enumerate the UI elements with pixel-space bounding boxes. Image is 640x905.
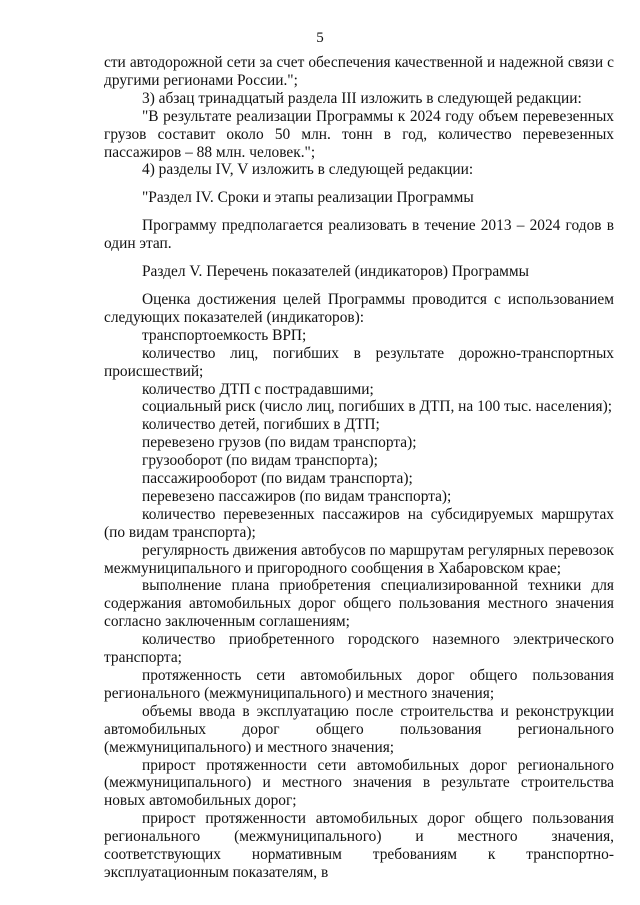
- paragraph-timeline: Программу предполагается реализовать в течение 2013 – 2024 годов в один этап.: [104, 217, 614, 253]
- paragraph-continuation: сти автодорожной сети за счет обеспечения качественной и надежной связи с другими регионами России.";: [104, 54, 614, 89]
- indicator-item: протяженность сети автомобильных дорог общего пользования регионального (межмуниципального) и местного значения;: [104, 667, 614, 702]
- indicator-item: количество лиц, погибших в результате дорожно-транспортных происшествий;: [104, 344, 614, 380]
- indicator-item: социальный риск (число лиц, погибших в ДТП, на 100 тыс. населения);: [142, 398, 613, 416]
- indicator-item: перевезено пассажиров (по видам транспорта);: [142, 487, 452, 505]
- indicator-item: грузооборот (по видам транспорта);: [142, 452, 378, 470]
- indicator-item: пассажирооборот (по видам транспорта);: [142, 470, 413, 488]
- document-body: [104, 54, 614, 882]
- paragraph-amendment-3: 3) абзац тринадцатый раздела III изложить в следующей редакции:: [142, 89, 582, 107]
- indicator-item: перевезено грузов (по видам транспорта);: [142, 434, 417, 452]
- indicator-item: количество ДТП с пострадавшими;: [142, 380, 374, 398]
- paragraph-quote-results: "В результате реализации Программы к 2024 году объем перевезенных грузов составит около 50 млн. тонн в год, количество перевезенных пассажиров – 88 млн. человек.";: [104, 107, 614, 161]
- indicator-item: количество приобретенного городского наземного электрического транспорта;: [104, 631, 614, 667]
- page-number: 5: [316, 30, 324, 46]
- indicator-item: количество перевезенных пассажиров на субсидируемых маршрутах (по видам транспорта);: [104, 505, 614, 541]
- section-v-heading: Раздел V. Перечень показателей (индикаторов) Программы: [142, 263, 529, 281]
- indicator-item: количество детей, погибших в ДТП;: [142, 416, 380, 434]
- section-iv-heading: "Раздел IV. Сроки и этапы реализации Программы: [142, 189, 474, 207]
- paragraph-indicators-intro: Оценка достижения целей Программы проводится с использованием следующих показателей (индикаторов):: [104, 290, 614, 326]
- indicator-item: выполнение плана приобретения специализированной техники для содержания автомобильных дорог общего пользования местного значения согласно заключенным соглашениям;: [104, 577, 614, 631]
- indicator-item: прирост протяженности автомобильных дорог общего пользования регионального (межмуниципального) и местного значения, соответствующих нормативным требованиям к транспортно-эксплуатационным показателям, в: [104, 810, 614, 881]
- paragraph-amendment-4: 4) разделы IV, V изложить в следующей редакции:: [142, 161, 474, 179]
- indicator-item: объемы ввода в эксплуатацию после строительства и реконструкции автомобильных дорог общего пользования регионального (межмуниципального) и местного значения;: [104, 702, 614, 756]
- indicator-item: прирост протяженности сети автомобильных дорог регионального (межмуниципального) и местного значения в результате строительства новых автомобильных дорог;: [104, 756, 614, 810]
- indicator-item: транспортоемкость ВРП;: [142, 326, 307, 344]
- indicator-item: регулярность движения автобусов по маршрутам регулярных перевозок межмуниципального и пригородного сообщения в Хабаровском крае;: [104, 541, 614, 577]
